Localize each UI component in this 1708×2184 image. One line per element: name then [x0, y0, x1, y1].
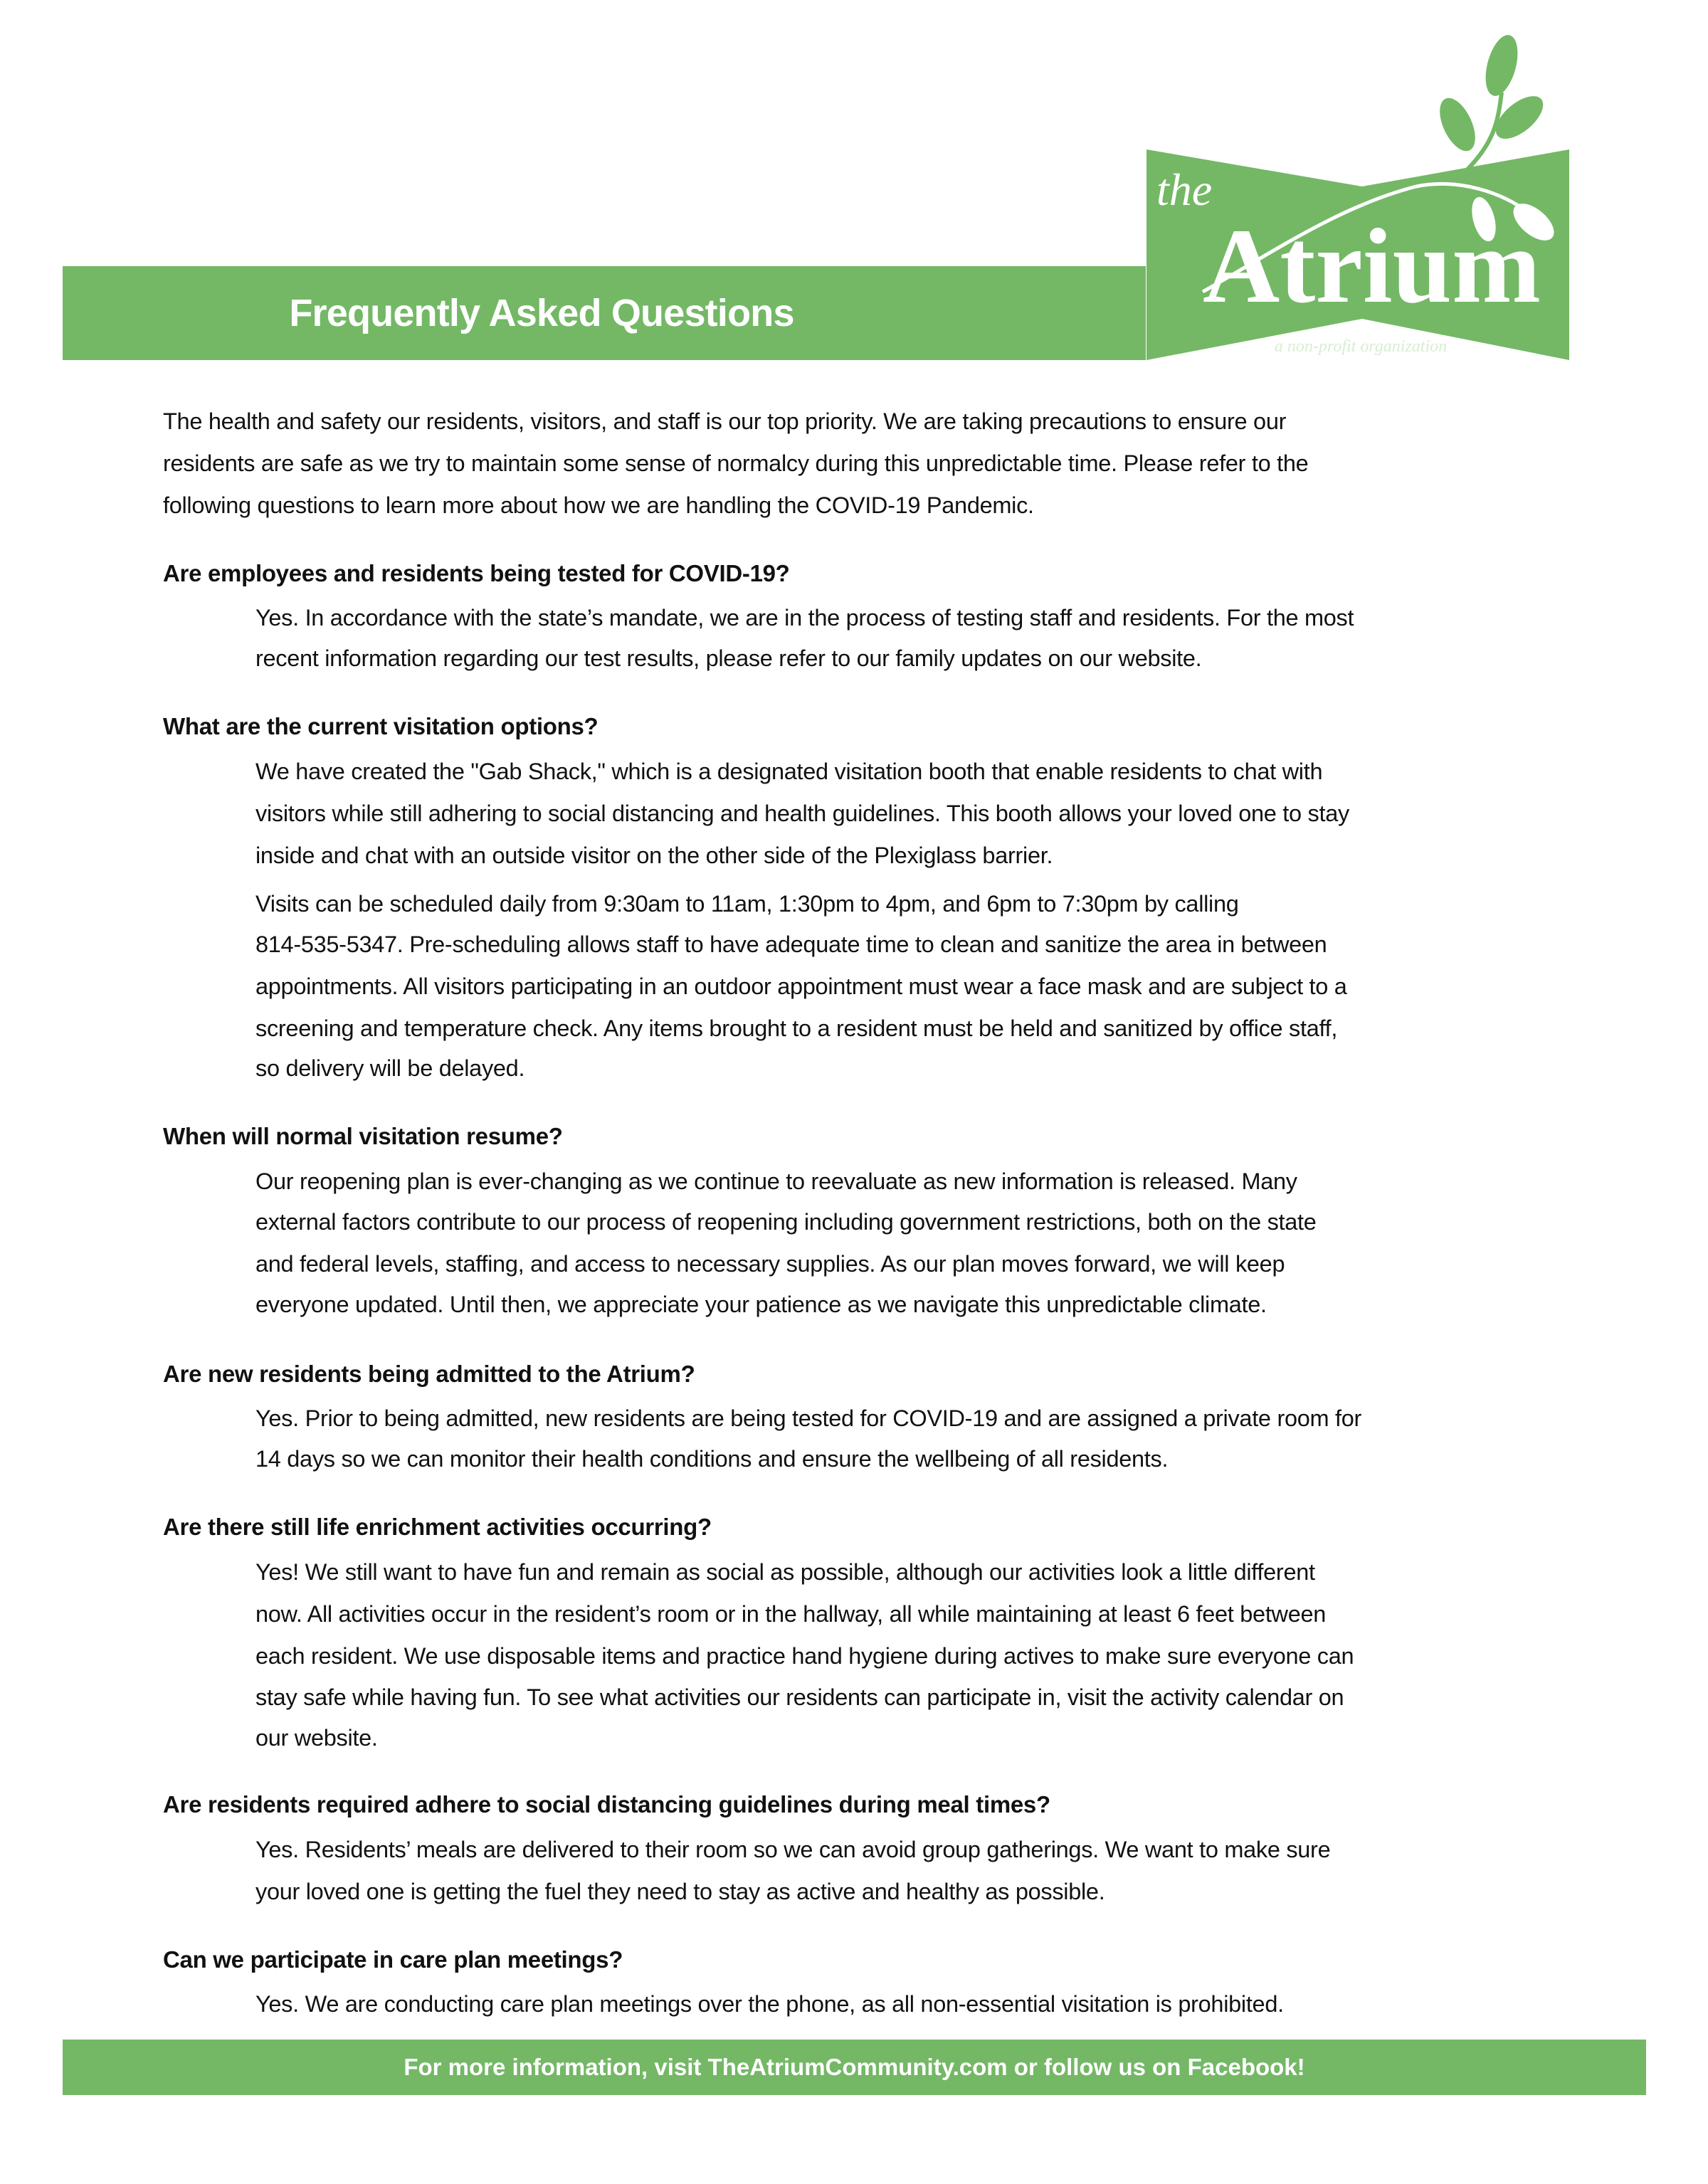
logo-tagline: a non-profit organization — [1274, 337, 1448, 356]
faq-answer-line: inside and chat with an outside visitor on the other side of the Plexiglass barrier. — [255, 843, 1053, 868]
page-title-text: Frequently Asked Questions — [289, 292, 794, 334]
faq-answer-line: so delivery will be delayed. — [255, 1055, 525, 1081]
faq-question: Are employees and residents being tested for COVID-19? — [163, 560, 790, 586]
faq-question: When will normal visitation resume? — [163, 1123, 563, 1149]
logo-name-text: Atrium — [1203, 207, 1541, 325]
faq-question: Can we participate in care plan meetings? — [163, 1946, 623, 1973]
faq-question: Are residents required adhere to social distancing guidelines during meal times? — [163, 1791, 1050, 1818]
faq-answer-line: external factors contribute to our process of reopening including government restrictions, both on the state — [255, 1209, 1317, 1235]
faq-answer-line: now. All activities occur in the resident’s room or in the hallway, all while maintaining at least 6 feet between — [255, 1601, 1327, 1627]
faq-answer-line: Visits can be scheduled daily from 9:30am to 11am, 1:30pm to 4pm, and 6pm to 7:30pm by calling — [255, 891, 1239, 917]
faq-answer-line: visitors while still adhering to social distancing and health guidelines. This booth allows your loved one to stay — [255, 801, 1349, 826]
intro-line: The health and safety our residents, visitors, and staff is our top priority. We are taking precautions to ensure our — [163, 408, 1287, 434]
faq-answer-line: Yes. Prior to being admitted, new residents are being tested for COVID-19 and are assigned a private room for — [255, 1405, 1362, 1431]
faq-answer-line: Yes! We still want to have fun and remain as social as possible, although our activities look a little different — [255, 1559, 1315, 1585]
faq-answer-line: and federal levels, staffing, and access to necessary supplies. As our plan moves forward, we will keep — [255, 1251, 1285, 1277]
faq-answer-line: everyone updated. Until then, we appreciate your patience as we navigate this unpredictable climate. — [255, 1292, 1267, 1317]
faq-answer-line: appointments. All visitors participating in an outdoor appointment must wear a face mask and are subject to a — [255, 974, 1347, 999]
atrium-logo — [1139, 28, 1580, 370]
faq-answer-line: screening and temperature check. Any items brought to a resident must be held and sanitized by office staff, — [255, 1015, 1338, 1041]
faq-answer-line: your loved one is getting the fuel they need to stay as active and healthy as possible. — [255, 1879, 1105, 1904]
faq-question: Are there still life enrichment activities occurring? — [163, 1514, 712, 1540]
faq-answer-line: We have created the "Gab Shack," which is a designated visitation booth that enable residents to chat with — [255, 759, 1323, 784]
faq-answer-line: Our reopening plan is ever-changing as we continue to reevaluate as new information is released. Many — [255, 1169, 1297, 1194]
intro-line: residents are safe as we try to maintain some sense of normalcy during this unpredictable time. Please refer to the — [163, 450, 1309, 476]
faq-answer-line: Yes. In accordance with the state’s mandate, we are in the process of testing staff and residents. For the most — [255, 605, 1354, 631]
intro-line: following questions to learn more about how we are handling the COVID-19 Pandemic. — [163, 492, 1034, 518]
faq-answer-line: stay safe while having fun. To see what activities our residents can participate in, visit the activity calendar on — [255, 1684, 1344, 1710]
footer-text: For more information, visit TheAtriumCommunity.com or follow us on Facebook! — [404, 2054, 1305, 2080]
faq-answer-line: Yes. Residents’ meals are delivered to their room so we can avoid group gatherings. We want to make sure — [255, 1837, 1331, 1862]
faq-answer-line: our website. — [255, 1725, 378, 1751]
page-title — [63, 266, 1146, 360]
faq-answer-line: recent information regarding our test results, please refer to our family updates on our website. — [255, 645, 1202, 671]
faq-answer-line: each resident. We use disposable items and practice hand hygiene during actives to make sure everyone can — [255, 1643, 1354, 1669]
logo-the-text: the — [1156, 164, 1213, 215]
faq-question: Are new residents being admitted to the Atrium? — [163, 1361, 695, 1387]
faq-question: What are the current visitation options? — [163, 713, 599, 739]
faq-answer-line: Yes. We are conducting care plan meetings over the phone, as all non-essential visitation is prohibited. — [255, 1991, 1284, 2017]
faq-answer-line: 14 days so we can monitor their health conditions and ensure the wellbeing of all residents. — [255, 1446, 1169, 1472]
faq-answer-line: 814-535-5347. Pre-scheduling allows staff to have adequate time to clean and sanitize the area in between — [255, 932, 1327, 957]
